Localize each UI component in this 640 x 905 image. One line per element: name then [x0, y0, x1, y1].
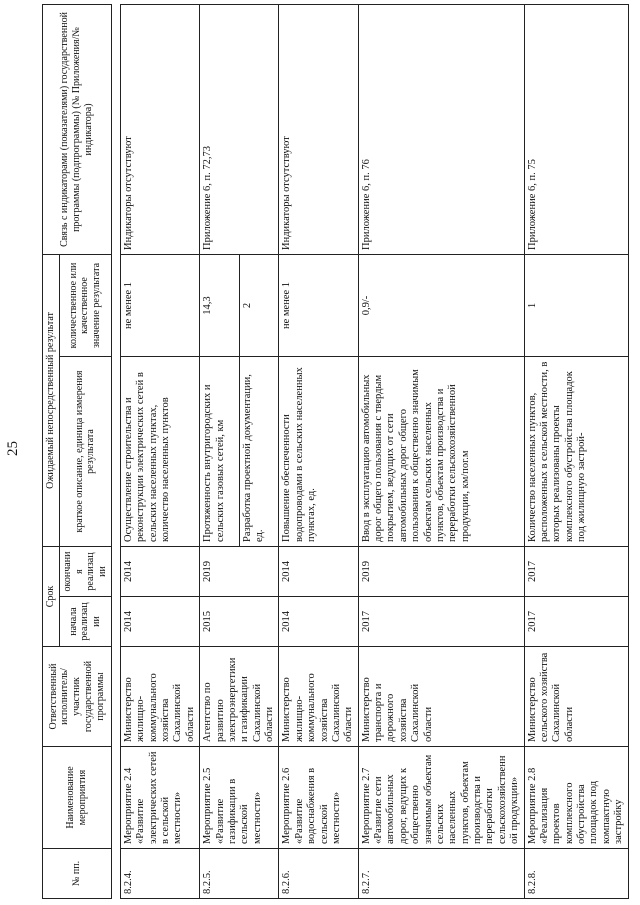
table-container	[36, 0, 636, 905]
row-executor: Министерство транспорта и дорожного хозяйства Сахалинской области	[358, 647, 524, 747]
row-end: 2014	[279, 547, 358, 597]
row-end: 2019	[200, 547, 279, 597]
header-result-desc: краткое описание, единица измерения результата	[59, 357, 111, 547]
row-num: 8.2.5.	[200, 849, 279, 899]
header-link: Связь с индикаторами (показателями) государственной программы (подпрограммы) (№ Приложения/№ индикатора)	[43, 4, 112, 254]
row-end: 2017	[524, 547, 628, 597]
header-result: Ожидаемый непосредственный результат	[43, 254, 60, 546]
row-result-desc: Разработка проектной документации, ед.	[239, 357, 279, 547]
row-executor: Министерство сельского хозяйства Сахалинской области	[524, 647, 628, 747]
row-result-value: не менее 1	[120, 254, 199, 356]
header-num: № пп.	[43, 849, 112, 899]
row-executor: Министерство жилищно-коммунального хозяйства Сахалинской области	[120, 647, 199, 747]
spacer-row	[111, 4, 120, 898]
row-link: Индикаторы отсутствуют	[279, 4, 358, 254]
row-name: Мероприятие 2.8 «Реализация проектов комплексного обустройства площадок под компактную застройку	[524, 747, 628, 849]
header-executor: Ответственный исполнитель/участник государственной программы	[43, 647, 112, 747]
row-result-desc: Осуществление строительства и реконструкции электрических сетей в сельских населенных пунктах, количество населенных пунктов	[120, 357, 199, 547]
row-num: 8.2.4.	[120, 849, 199, 899]
row-result-desc: Повышение обеспеченности водопроводами в сельских населенных пунктах, ед.	[279, 357, 358, 547]
row-result-value: 14,3	[200, 254, 240, 356]
row-result-value: 0,9/-	[358, 254, 524, 356]
row-start: 2015	[200, 597, 279, 647]
row-num: 8.2.6.	[279, 849, 358, 899]
row-start: 2017	[524, 597, 628, 647]
header-result-value: количественное или качественное значение результата	[59, 254, 111, 356]
measures-table	[42, 4, 629, 899]
header-term-start: начала реализации	[59, 597, 111, 647]
rotated-page	[36, 0, 636, 905]
row-start: 2014	[279, 597, 358, 647]
row-end: 2019	[358, 547, 524, 597]
row-name: Мероприятие 2.6 «Развитие водоснабжения в сельской местности»	[279, 747, 358, 849]
row-num: 8.2.8.	[524, 849, 628, 899]
row-result-desc: Количество населенных пунктов, расположенных в сельской местности, в которых реализованы проекты комплексного обустройства площадок под жилищную застрой-	[524, 357, 628, 547]
table-row	[120, 4, 199, 898]
row-start: 2014	[120, 597, 199, 647]
header-term-end: окончания реализации	[59, 547, 111, 597]
row-num: 8.2.7.	[358, 849, 524, 899]
table-row	[279, 4, 358, 898]
page-number-strip	[0, 0, 36, 905]
header-name: Наименование мероприятия	[43, 747, 112, 849]
row-executor: Агентство по развитию электроэнергетики и газификации Сахалинской области	[200, 647, 279, 747]
table-row	[358, 4, 524, 898]
row-result-desc: Протяженность внутригородских и сельских газовых сетей, км	[200, 357, 240, 547]
page-number: 25	[5, 441, 21, 456]
row-name: Мероприятие 2.7 «Развитие сети автомобильных дорог, ведущих к общественно значимым объектам сельских населенных пунктов, объектам производства и переработки сельскохозяйственной продукции»	[358, 747, 524, 849]
row-link: Приложение 6, п. 75	[524, 4, 628, 254]
row-link: Индикаторы отсутствуют	[120, 4, 199, 254]
header-term: Срок	[43, 547, 60, 647]
header-row-1	[43, 4, 60, 898]
row-link: Приложение 6, п. 76	[358, 4, 524, 254]
row-name: Мероприятие 2.5 «Развитие газификации в сельской местности»	[200, 747, 279, 849]
table-row	[524, 4, 628, 898]
row-start: 2017	[358, 597, 524, 647]
row-result-value: 2	[239, 254, 279, 356]
table-row	[200, 4, 240, 898]
row-link: Приложение 6, п. 72,73	[200, 4, 279, 254]
row-name: Мероприятие 2.4 «Развитие электрических сетей в сельской местности»	[120, 747, 199, 849]
row-result-desc: Ввод в эксплуатацию автомобильных дорог общего пользования с твердым покрытием, ведущих от сети автомобильных дорог общего пользования к общественно значимым объектам сельских населенных пунктов, объектам производства и переработки сельскохозяйственной продукции, км/пог.м	[358, 357, 524, 547]
row-end: 2014	[120, 547, 199, 597]
row-result-value: 1	[524, 254, 628, 356]
row-executor: Министерство жилищно-коммунального хозяйства Сахалинской области	[279, 647, 358, 747]
row-result-value: не менее 1	[279, 254, 358, 356]
